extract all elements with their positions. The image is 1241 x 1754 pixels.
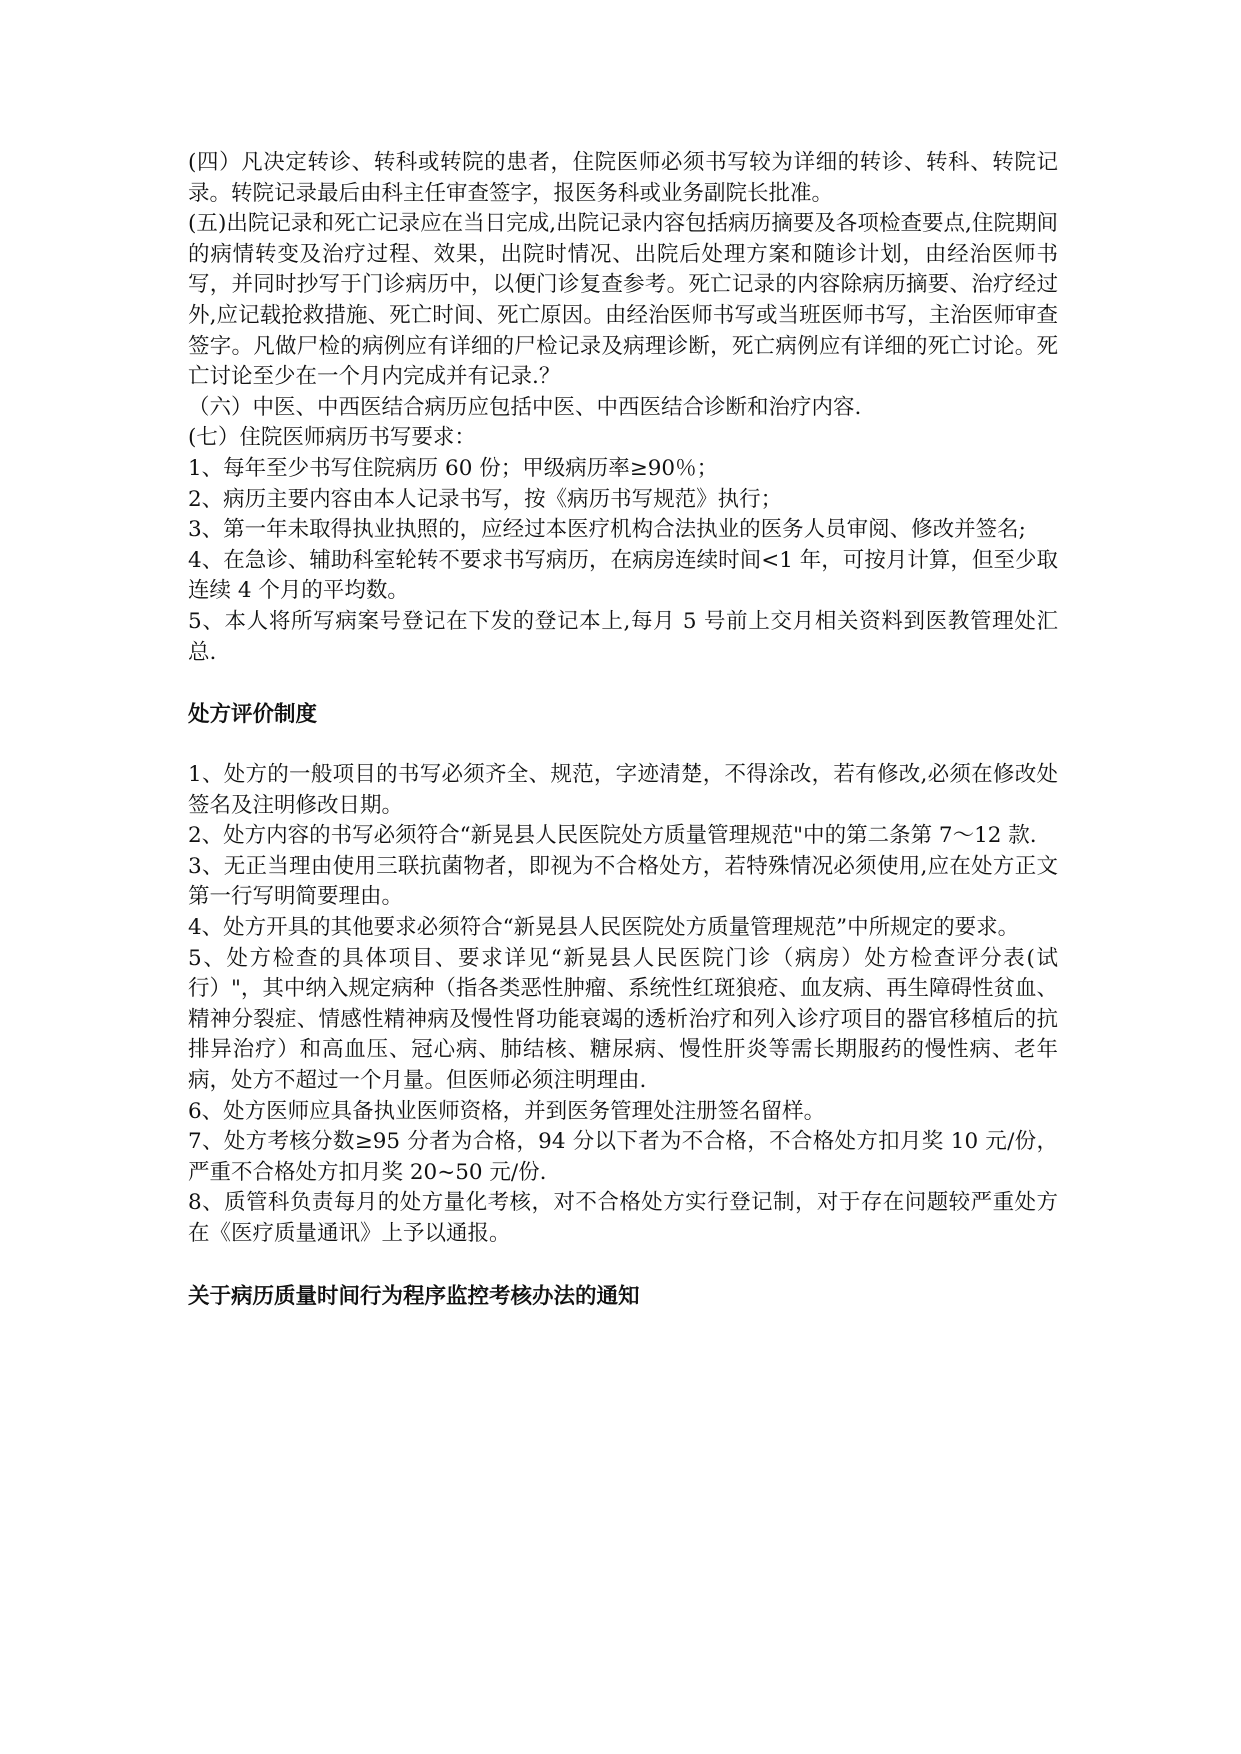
list-item: 3、无正当理由使用三联抗菌物者，即视为不合格处方，若特殊情况必须使用,应在处方正文第一行写明简要理由。 <box>188 853 1058 910</box>
list-item: 8、质管科负责每月的处方量化考核，对不合格处方实行登记制，对于存在问题较严重处方在《医疗质量通讯》上予以通报。 <box>188 1190 1058 1246</box>
spacer <box>188 1250 1058 1282</box>
paragraph: (四）凡决定转诊、转科或转院的患者，住院医师必须书写较为详细的转诊、转科、转院记录。转院记录最后由科主任审查签字，报医务科或业务副院长批准。 <box>188 150 1058 206</box>
spacer <box>188 668 1058 700</box>
list-item: 5、处方检查的具体项目、要求详见“新晃县人民医院门诊（病房）处方检查评分表(试行）"，其中纳入规定病种（指各类恶性肿瘤、系统性红斑狼疮、血友病、再生障碍性贫血、精神分裂症、情感性精神病及慢性肾功能衰竭的透析治疗和列入诊疗项目的器官移植后的抗排异治疗）和高血压、冠心病、肺结核、糖尿病、慢性肝炎等需长期服药的慢性病、老年病，处方不超过一个月量。但医师必须注明理由. <box>188 945 1058 1094</box>
list-item: 2、病历主要内容由本人记录书写，按《病历书写规范》执行； <box>188 486 783 512</box>
list-item: 5、本人将所写病案号登记在下发的登记本上,每月 5 号前上交月相关资料到医教管理处汇总. <box>188 608 1058 665</box>
list-item: 7、处方考核分数≥95 分者为合格，94 分以下者为不合格，不合格处方扣月奖 10 元/份，严重不合格处方扣月奖 20~50 元/份. <box>188 1129 1058 1185</box>
paragraph: (五)出院记录和死亡记录应在当日完成,出院记录内容包括病历摘要及各项检查要点,住院期间的病情转变及治疗过程、效果，出院时情况、出院后处理方案和随诊计划，由经治医师书写，并同时抄写于门诊病历中，以便门诊复查参考。死亡记录的内容除病历摘要、治疗经过外,应记载抢救措施、死亡时间、死亡原因。由经治医师书写或当班医师书写，主治医师审查签字。凡做尸检的病例应有详细的尸检记录及病理诊断，死亡病例应有详细的死亡讨论。死亡讨论至少在一个月内完成并有记录.？ <box>188 211 1058 390</box>
list-item: 1、处方的一般项目的书写必须齐全、规范，字迹清楚，不得涂改，若有修改,必须在修改处签名及注明修改日期。 <box>188 762 1058 818</box>
section-heading-prescription-evaluation: 处方评价制度 <box>188 702 318 728</box>
list-item: 6、处方医师应具备执业医师资格，并到医务管理处注册签名留样。 <box>188 1098 826 1124</box>
list-item: 2、处方内容的书写必须符合“新晃县人民医院处方质量管理规范"中的第二条第 7～12 款. <box>188 823 1037 849</box>
list-item: 4、处方开具的其他要求必须符合“新晃县人民医院处方质量管理规范”中所规定的要求。 <box>188 915 1020 941</box>
list-item: 1、每年至少书写住院病历 60 份；甲级病历率≥90％； <box>188 455 719 481</box>
list-item: 4、在急诊、辅助科室轮转不要求书写病历，在病房连续时间<1 年，可按月计算，但至少取连续 4 个月的平均数。 <box>188 547 1058 604</box>
section-medical-records <box>188 148 1058 668</box>
section-prescription-evaluation <box>188 760 1058 1250</box>
document-body <box>188 148 1058 1312</box>
section-heading-notice: 关于病历质量时间行为程序监控考核办法的通知 <box>188 1283 640 1309</box>
list-item: 3、第一年未取得执业执照的，应经过本医疗机构合法执业的医务人员审阅、修改并签名; <box>188 517 1026 543</box>
paragraph: (七）住院医师病历书写要求： <box>188 425 476 451</box>
spacer <box>188 730 1058 760</box>
paragraph: （六）中医、中西医结合病历应包括中医、中西医结合诊断和治疗内容. <box>188 394 862 420</box>
